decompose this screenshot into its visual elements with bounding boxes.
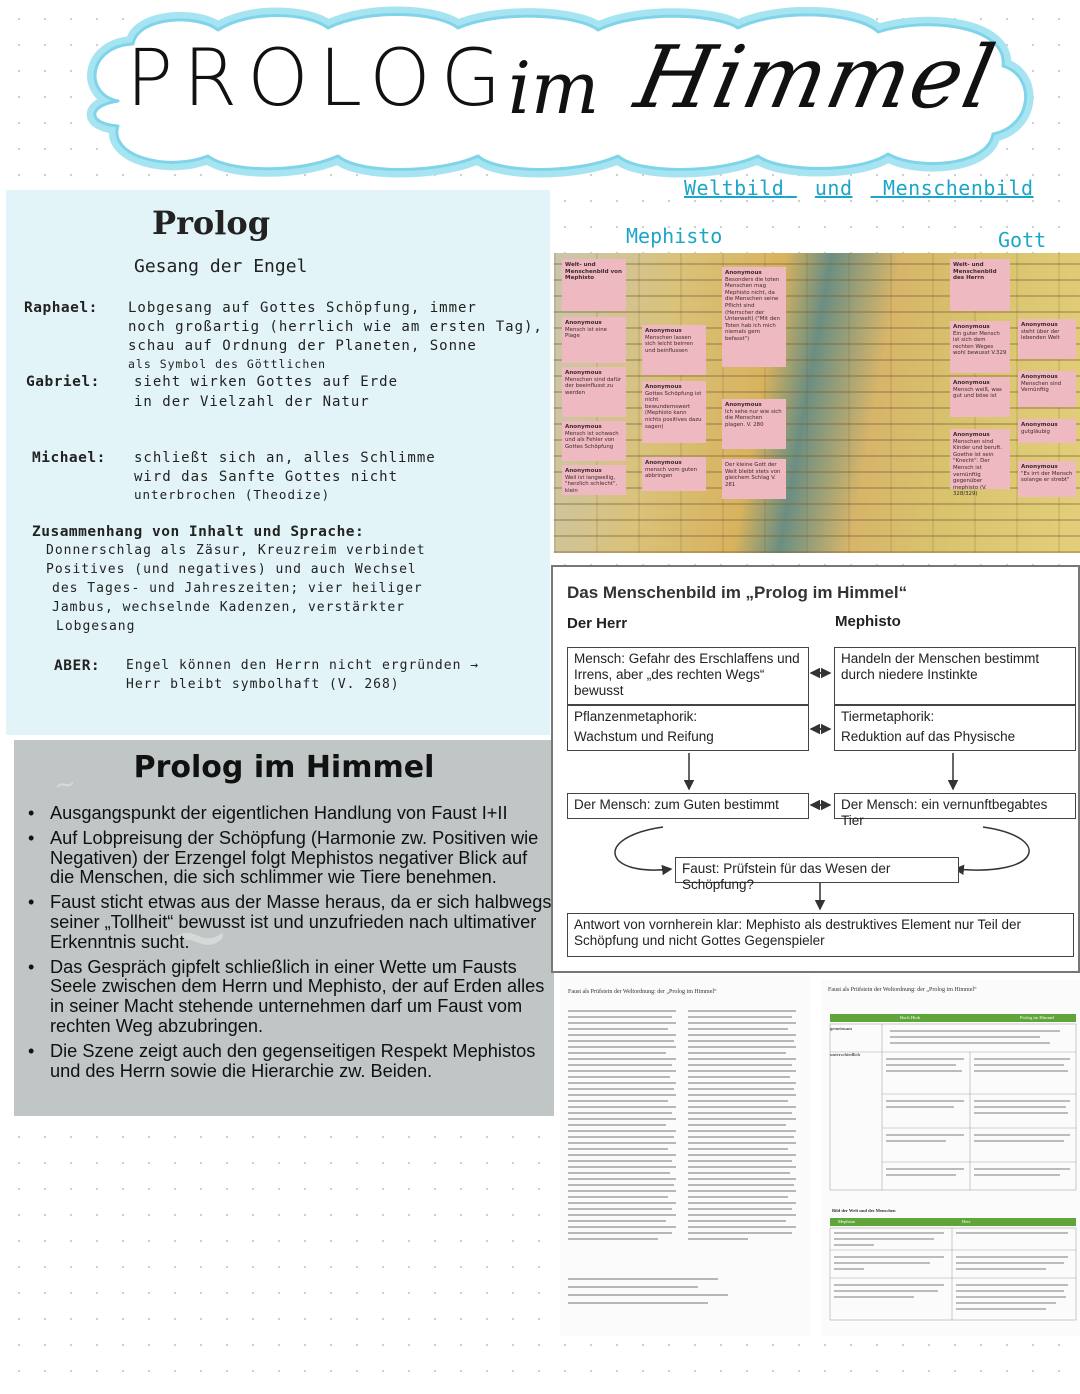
sticky-note[interactable]: Anonymous Besonders die toten Menschen mag Mephisto nicht, da die Menschen seine Pflicht sind (Herrscher der Unterwelt) ("Mit den Toten hab ich mich niemals gern befasst") — [722, 267, 786, 367]
sheet2-title: Faust als Prüfstein der Weltordnung: der „Prolog im Himmel“ — [828, 987, 977, 993]
box-antwort: Antwort von vornherein klar: Mephisto als destruktives Element nur Teil der Schöpfung und nicht Gottes Gegenspieler — [567, 913, 1074, 957]
sheet2-col-prolog: Prolog im Himmel — [1020, 1015, 1055, 1020]
aber-label: ABER: — [54, 658, 101, 674]
sheet2-col-hiob: Buch Hiob — [900, 1015, 921, 1020]
sticky-note[interactable]: Anonymous Mensch ist schwach und als Fehler von Gottes Schöpfung — [562, 421, 626, 461]
sticky-note[interactable]: Anonymous Menschen sind Vernünftig — [1018, 371, 1076, 407]
label-gott: Gott — [998, 228, 1047, 252]
sheet2-table2-lines — [830, 1228, 1076, 1324]
aber-line: Herr bleibt symbolhaft (V. 268) — [126, 677, 400, 692]
summary-bullet: • Das Gespräch gipfelt schließlich in einer Wette um Fausts Seele zwischen dem Herrn und Mephisto, der auf Erden alles in seiner Macht stehende unternehmen darf um Faust vom rechten Weg abzubringen. — [24, 958, 552, 1037]
zusammenhang-line: Positives (und negatives) und auch Wechsel — [46, 562, 417, 577]
diagram-connectors — [553, 567, 1078, 971]
sheet1-text-lines — [568, 1010, 804, 1310]
summary-bullet: • Auf Lobpreisung der Schöpfung (Harmonie zw. Positiven wie Negativen) der Erzengel folgt Mephistos negativer Blick auf die Menschen, die sich schlimmer wie Tiere benehmen. — [24, 829, 552, 888]
box-faust-pruefstein: Faust: Prüfstein für das Wesen der Schöpfung? — [675, 857, 959, 883]
sheet2-bild-heading: Bild der Welt und des Menschen — [832, 1208, 896, 1213]
speaker-michael: Michael: — [32, 450, 106, 466]
zusammenhang-heading: Zusammenhang von Inhalt und Sprache: — [32, 524, 365, 540]
summary-panel — [14, 740, 554, 1116]
sticky-note[interactable]: Anonymous "Es irrt der Mensch solange er strebt" — [1018, 461, 1076, 497]
sheet2-col-mephisto: Mephisto — [838, 1219, 856, 1224]
weltbild-header — [684, 176, 1034, 200]
sheet1-title: Faust als Prüfstein der Weltordnung: der „Prolog im Himmel“ — [568, 989, 717, 995]
box-herr-guten: Der Mensch: zum Guten bestimmt — [567, 793, 809, 819]
header-menschenbild: Menschenbild — [883, 176, 1034, 200]
notes-heading: Prolog — [152, 204, 271, 242]
zusammenhang-line: Donnerschlag als Zäsur, Kreuzreim verbindet — [46, 543, 426, 558]
raphael-line: schau auf Ordnung der Planeten, Sonne — [128, 338, 477, 354]
box-mephisto-tier-text: Reduktion auf das Physische — [841, 729, 1016, 744]
sticky-note[interactable]: Anonymous steht über der lebenden Welt — [1018, 319, 1076, 359]
notes-subheading: Gesang der Engel — [134, 256, 308, 277]
sticky-note[interactable]: Anonymous Mensch ist eine Plage — [562, 317, 626, 363]
box-herr-pflanzen-text: Wachstum und Reifung — [574, 729, 714, 744]
box-herr-pflanzen — [567, 705, 809, 751]
sticky-note[interactable]: Anonymous Gottes Schöpfung ist nicht bewundernswert (Mephisto kann nichts positives dazu sagen) — [642, 381, 706, 443]
header-und: und — [814, 176, 853, 200]
sticky-note[interactable]: Anonymous Mensch weiß, was gut und böse ist — [950, 377, 1010, 417]
box-mephisto-handeln: Handeln der Menschen bestimmt durch niedere Instinkte — [834, 647, 1076, 705]
summary-list — [24, 804, 552, 1086]
background-scribble: ~ — [52, 768, 78, 802]
zusammenhang-line: Jambus, wechselnde Kadenzen, verstärkter — [52, 600, 406, 615]
sheet2-table2-header — [830, 1218, 1076, 1226]
gabriel-line: sieht wirken Gottes auf Erde — [134, 374, 399, 390]
box-mephisto-tier — [834, 705, 1076, 751]
sheet2-table-header — [830, 1014, 1076, 1022]
speaker-gabriel: Gabriel: — [26, 374, 100, 390]
speaker-raphael: Raphael: — [24, 300, 98, 316]
gabriel-line: in der Vielzahl der Natur — [134, 394, 370, 410]
title-himmel: Himmel — [627, 28, 1005, 128]
sticky-note[interactable]: Anonymous Menschen lassen sich leicht beirren und beinflussen — [642, 325, 706, 375]
zusammenhang-line: Lobgesang — [56, 619, 136, 634]
title-im: im — [508, 46, 600, 130]
sticky-note[interactable]: Anonymous Menschen sind dafür der beeinflusst zu werden — [562, 367, 626, 417]
raphael-line: als Symbol des Göttlichen — [128, 357, 327, 371]
sticky-note[interactable]: Anonymous gutgläubig — [1018, 419, 1076, 443]
title-cloud — [78, 6, 1038, 176]
summary-bullet: • Ausgangspunkt der eigentlichen Handlung von Faust I+II — [24, 804, 552, 824]
box-mephisto-tier-title: Tiermetaphorik: — [841, 709, 935, 724]
notes-panel — [6, 190, 550, 735]
box-herr-pflanzen-title: Pflanzenmetaphorik: — [574, 709, 698, 724]
title-prolog: PROLOG — [126, 34, 512, 124]
aber-line: Engel können den Herrn nicht ergründen → — [126, 658, 480, 673]
sticky-note[interactable]: Anonymous mensch vom guten abbringen — [642, 457, 706, 491]
sticky-note[interactable]: Welt- und Menschenbild des Herrn — [950, 259, 1010, 311]
sheet2-row-gemeinsam: gemeinsam — [830, 1026, 852, 1031]
sheet2-row-unterschiedlich: unterschiedlich — [830, 1052, 861, 1057]
michael-line: schließt sich an, alles Schlimme — [134, 450, 436, 466]
sticky-note[interactable]: Der kleine Gott der Welt bleibt stets von gleichem Schlag V. 281 — [722, 459, 786, 499]
sticky-note[interactable]: Welt- und Menschenbild von Mephisto — [562, 259, 626, 311]
summary-bullet: • Die Szene zeigt auch den gegenseitigen Respekt Mephistos und des Herrn sowie die Hierarchie zw. Beiden. — [24, 1042, 552, 1082]
summary-bullet: • Faust sticht etwas aus der Masse heraus, da er sich halbwegs seiner „Tollheit“ bewusst ist und unzufrieden nach ultimativer Erkenntnis sucht. — [24, 893, 552, 952]
raphael-line: noch großartig (herrlich wie am ersten Tag), — [128, 319, 543, 335]
menschenbild-diagram — [551, 565, 1080, 973]
label-mephisto: Mephisto — [626, 224, 723, 248]
box-herr-mensch: Mensch: Gefahr des Erschlaffens und Irrens, aber „des rechten Wegs“ bewusst — [567, 647, 809, 705]
diagram-title: Das Menschenbild im „Prolog im Himmel“ — [567, 583, 908, 602]
sticky-note[interactable]: Anonymous Ich sehe nur wie sich die Menschen plagen. V. 280 — [722, 399, 786, 449]
header-weltbild: Weltbild — [684, 176, 785, 200]
raphael-line: Lobgesang auf Gottes Schöpfung, immer — [128, 300, 477, 316]
worksheet-table — [822, 980, 1080, 1336]
michael-line: unterbrochen (Theodize) — [134, 487, 331, 502]
sticky-note[interactable]: Anonymous Weil ist langweilig, "herzlich schlecht", klein — [562, 465, 626, 495]
summary-title: Prolog im Himmel — [133, 750, 435, 785]
padlet-board — [554, 253, 1080, 553]
zusammenhang-line: des Tages- und Jahreszeiten; vier heiliger — [52, 581, 423, 596]
worksheet-text — [560, 974, 810, 1336]
sticky-note[interactable]: Anonymous Ein guter Mensch ist sich dem rechten Weges wohl bewusst V.329 — [950, 321, 1010, 373]
sheet2-col-herr: Herr — [962, 1219, 971, 1224]
sheet2-table-lines — [830, 1024, 1076, 1194]
background-scribble: ~ — [164, 890, 232, 983]
michael-line: wird das Sanfte Gottes nicht — [134, 469, 399, 485]
sticky-note[interactable]: Anonymous Menschen sind Kinder und beruft. Goethe ist sein "Knecht". Der Mensch ist vernünftig gegenüber mephisto (V. 328/329) — [950, 429, 1010, 489]
diagram-col-herr: Der Herr — [567, 615, 628, 632]
box-mephisto-tier-vernunft: Der Mensch: ein vernunftbegabtes Tier — [834, 793, 1076, 819]
diagram-col-mephisto: Mephisto — [835, 613, 901, 630]
